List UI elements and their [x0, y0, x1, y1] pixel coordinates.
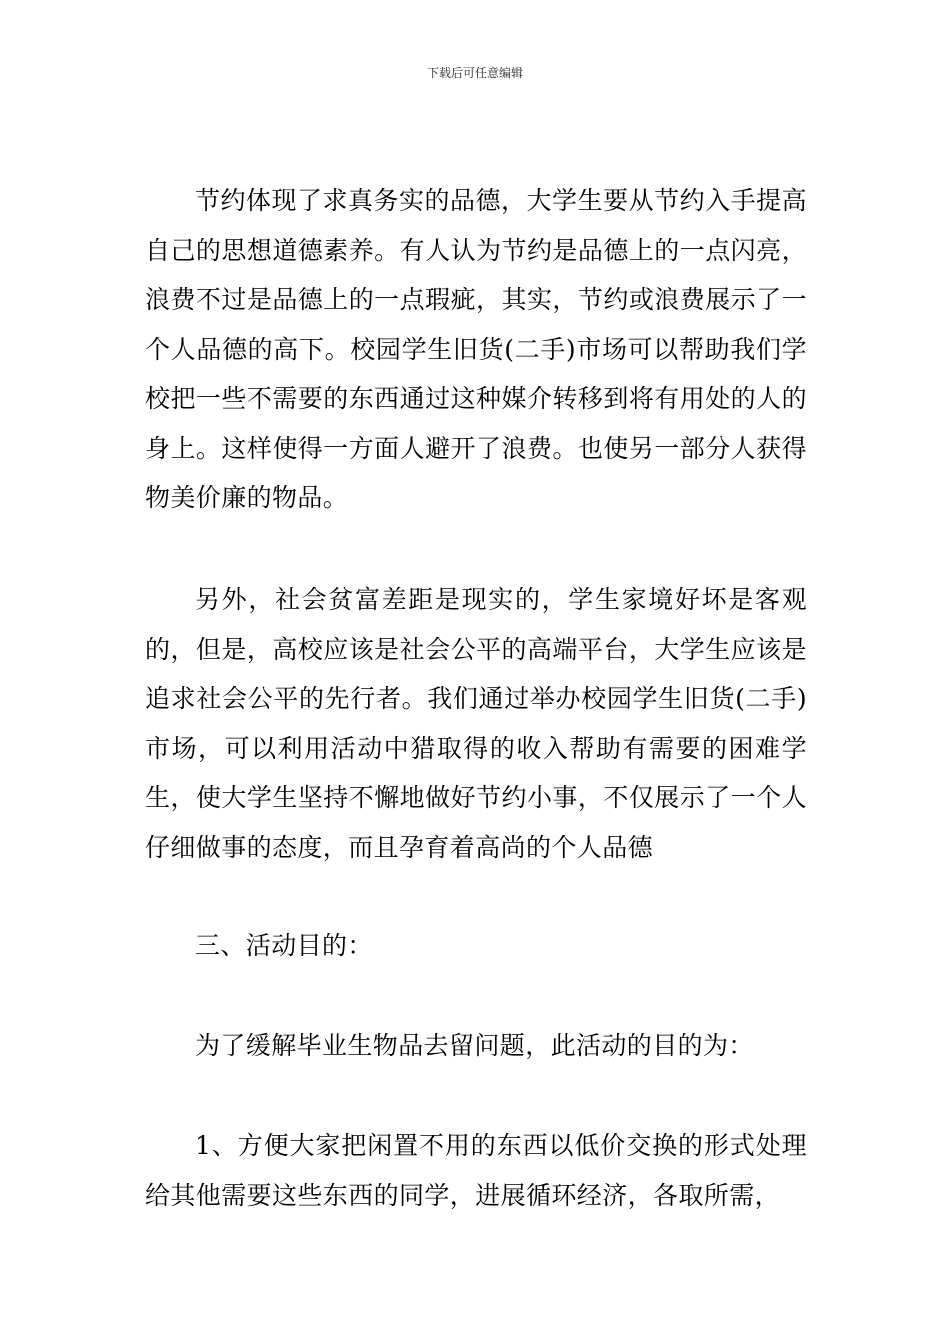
paragraph-frugality-virtue: 节约体现了求真务实的品德，大学生要从节约入手提高自己的思想道德素养。有人认为节约是品德上的一点闪亮，浪费不过是品德上的一点瑕疵，其实，节约或浪费展示了一个人品德的高下。校园学生旧货(二手)市场可以帮助我们学校把一些不需要的东西通过这种媒介转移到将有用处的人的身上。这样使得一方面人避开了浪费。也使另一部分人获得物美价廉的物品。	[145, 186, 807, 512]
section-heading-activity-purpose: 三、活动目的：	[195, 931, 373, 960]
paragraph-social-fairness: 另外，社会贫富差距是现实的，学生家境好坏是客观的，但是，高校应该是社会公平的高端平台，大学生应该是追求社会公平的先行者。我们通过举办校园学生旧货(二手)市场，可以利用活动中猎取得的收入帮助有需要的困难学生，使大学生坚持不懈地做好节约小事，不仅展示了一个人仔细做事的态度，而且孕育着高尚的个人品德	[145, 585, 807, 862]
page-header: 下载后可任意编辑	[426, 66, 523, 80]
paragraph-purpose-item-1: 1、方便大家把闲置不用的东西以低价交换的形式处理给其他需要这些东西的同学，进展循环经济，各取所需，	[145, 1131, 807, 1210]
paragraph-purpose-intro: 为了缓解毕业生物品去留问题，此活动的目的为：	[195, 1031, 754, 1060]
